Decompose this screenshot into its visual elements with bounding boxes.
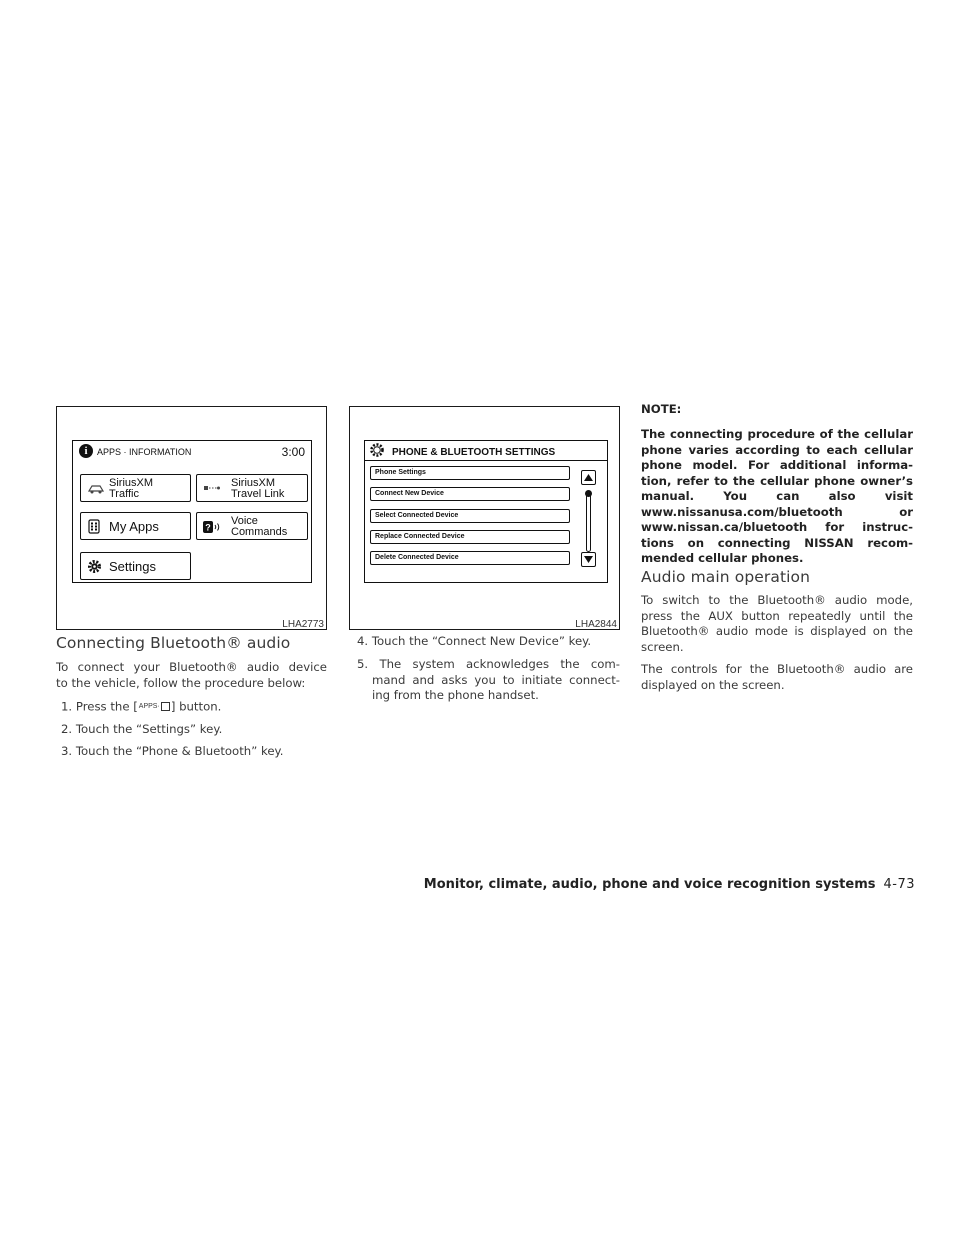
phone-bluetooth-settings-screen (364, 440, 608, 583)
step-1 (61, 699, 221, 715)
apps-key-label: APPS· (138, 703, 160, 710)
step-1-prefix: 1. Press the [ (61, 699, 138, 714)
note-text (641, 427, 913, 567)
delete-connected-device-item[interactable]: Delete Connected Device (370, 551, 570, 565)
satellite-traffic-icon (87, 482, 105, 494)
arrow-down-icon (584, 556, 593, 563)
figure-phone-bluetooth-settings (349, 406, 620, 630)
step-5-line: mand and asks you to initiate connect- (372, 672, 620, 687)
step-1-suffix: ] button. (170, 699, 222, 714)
voice-icon (202, 520, 222, 534)
note-line: manual. You can also visit (641, 489, 913, 503)
siriusxm-travel-link-button[interactable] (196, 474, 308, 502)
paragraph-line: To switch to the Bluetooth® audio mode, (641, 593, 913, 607)
intro-line: to the vehicle, follow the procedure below: (56, 675, 306, 690)
step-5-line: 5. The system acknowledges the com- (357, 657, 620, 671)
footer-section-title: Monitor, climate, audio, phone and voice recognition systems (423, 877, 876, 892)
settings-label: Settings (109, 559, 156, 574)
scrollbar-track[interactable] (586, 491, 591, 552)
voice-commands-label-1: Voice (231, 515, 258, 527)
header-divider (365, 460, 607, 461)
figure-code: LHA2844 (575, 619, 617, 630)
note-line: www.nissan.ca/bluetooth for instruc- (641, 520, 913, 534)
siriusxm-traffic-button[interactable] (80, 474, 191, 502)
section-heading-audio-main: Audio main operation (641, 568, 811, 586)
paragraph-line: displayed on the screen. (641, 677, 785, 692)
screen-title: APPS · INFORMATION (97, 447, 192, 457)
audio-paragraph-2 (641, 662, 913, 693)
apps-information-screen (72, 440, 312, 583)
my-apps-button[interactable] (80, 512, 191, 540)
screen-header (365, 441, 607, 459)
page-footer (424, 877, 915, 892)
gear-icon (87, 559, 102, 574)
step-5-line: ing from the phone handset. (372, 688, 539, 702)
info-icon: i (79, 444, 93, 458)
note-line: phone model. For additional informa- (641, 458, 913, 472)
my-apps-label: My Apps (109, 519, 159, 534)
intro-paragraph (56, 660, 327, 691)
paragraph-line: Bluetooth® audio mode is displayed on the (641, 624, 913, 638)
page-number: 4-73 (883, 877, 915, 892)
arrow-up-icon (584, 474, 593, 481)
svg-text:?: ? (205, 522, 211, 533)
siriusxm-traffic-label-1: SiriusXM (109, 477, 154, 489)
intro-line: To connect your Bluetooth® audio device (56, 660, 327, 674)
voice-commands-button[interactable] (196, 512, 308, 540)
screen-header (73, 441, 311, 463)
step-3: 3. Touch the “Phone & Bluetooth” key. (61, 744, 284, 758)
paragraph-line: press the AUX button repeatedly until the (641, 608, 913, 623)
replace-connected-device-item[interactable]: Replace Connected Device (370, 530, 570, 544)
step-5 (357, 657, 620, 704)
paragraph-line: screen. (641, 639, 684, 654)
figure-apps-information (56, 406, 327, 630)
clock-time: 3:00 (281, 445, 305, 459)
siriusxm-travel-link-label-1: SiriusXM (231, 477, 276, 489)
settings-button[interactable] (80, 552, 191, 580)
step-2: 2. Touch the “Settings” key. (61, 722, 223, 736)
screen-title: PHONE & BLUETOOTH SETTINGS (392, 447, 556, 458)
select-connected-device-item[interactable]: Select Connected Device (370, 509, 570, 523)
satellite-link-icon (203, 483, 221, 493)
siriusxm-traffic-label-2: Traffic (109, 488, 139, 500)
apps-info-key-icon (139, 699, 170, 715)
step-4: 4. Touch the “Connect New Device” key. (357, 634, 592, 648)
note-line: mended cellular phones. (641, 551, 804, 565)
figure-code: LHA2773 (282, 619, 324, 630)
note-line: www.nissanusa.com/bluetooth or (641, 504, 913, 519)
voice-commands-label-2: Commands (231, 526, 288, 538)
gear-icon (369, 442, 385, 462)
note-line: tion, refer to the cellular phone owner’s (641, 473, 913, 488)
paragraph-line: The controls for the Bluetooth® audio are (641, 662, 913, 676)
connect-new-device-item[interactable]: Connect New Device (370, 487, 570, 501)
scrollbar-thumb[interactable] (585, 490, 592, 497)
note-line: phone varies according to each cellular (641, 442, 913, 457)
note-label: NOTE: (641, 402, 682, 416)
apps-grid-icon (88, 519, 100, 534)
scroll-down-button[interactable] (581, 552, 596, 567)
phone-settings-item[interactable]: Phone Settings (370, 466, 570, 480)
siriusxm-travel-link-label-2: Travel Link (231, 488, 285, 500)
scroll-up-button[interactable] (581, 470, 596, 485)
section-heading-connecting: Connecting Bluetooth® audio (56, 634, 291, 652)
note-line: tions on connecting NISSAN recom- (641, 535, 913, 550)
audio-paragraph-1 (641, 593, 913, 655)
note-line: The connecting procedure of the cellular (641, 427, 913, 441)
